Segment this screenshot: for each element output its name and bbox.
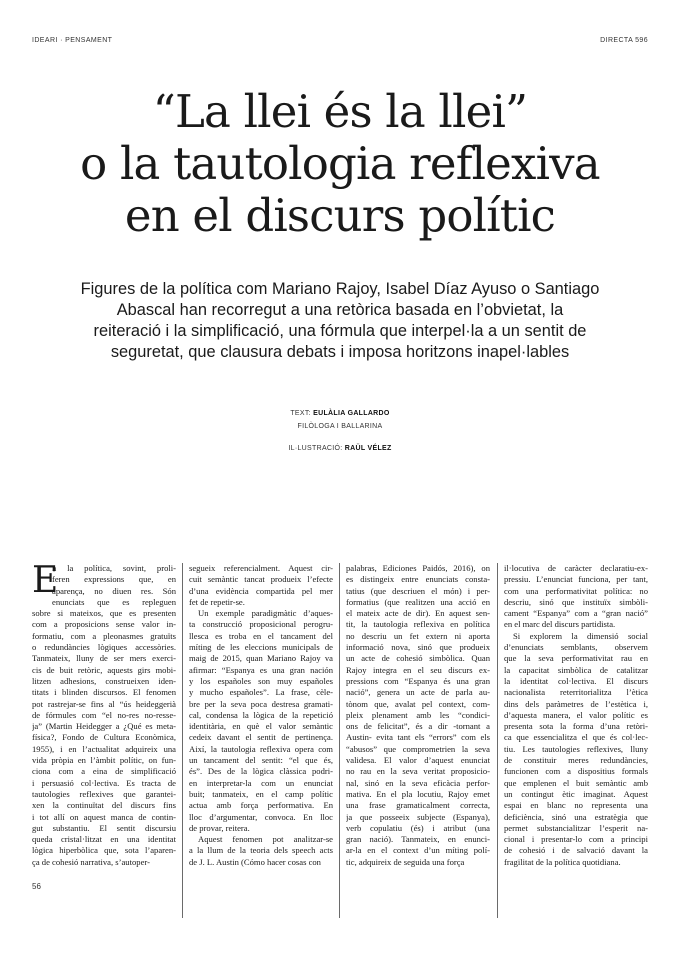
article-column-1	[32, 560, 176, 868]
article-line: la capacitat simbòlica de catalitzar	[504, 664, 648, 675]
standfirst-line: Abascal han recorregut a una retòrica basada en l’obvietat, la	[116, 301, 564, 319]
article-line: presenta sota la forma d’una retòri-	[504, 721, 648, 732]
article-line: afirmar: “Espanya es una gran nación	[189, 664, 333, 675]
article-line: tatius (que descriuen el món) i per-	[346, 585, 490, 596]
article-line: ons de felicitat”, és a dir -tornant a	[346, 721, 490, 732]
column-divider	[497, 563, 498, 918]
article-line: míting de les eleccions municipals de	[189, 642, 333, 653]
article-line: validesa. El valor d’aquest enunciat	[346, 755, 490, 766]
article-line: Si explorem la dimensió social	[513, 630, 648, 641]
article-line: pressiu. L’enunciat funciona, per tant,	[504, 574, 648, 585]
article-line: que la seva performativitat rau en	[504, 653, 648, 664]
article-line: d’aquesta manera, el valor polític es	[504, 709, 648, 720]
section-label: IDEARI · PENSAMENT	[32, 37, 113, 44]
article-line: “abusos” que comprometrien la seva	[346, 743, 490, 754]
issue-label: DIRECTA 596	[600, 37, 648, 44]
article-line: nació”, genera un acte de parla au-	[346, 687, 490, 698]
article-line: Tanmateix, lluny de ser mers exerci-	[32, 653, 176, 664]
headline-line: en el discurs polític	[124, 189, 556, 242]
standfirst-line: seguretat, que clausura debats i imposa horitzons inapel·lables	[110, 343, 570, 361]
article-line: permet substancialitzar l’esperit na-	[504, 822, 648, 833]
author-name: EULÀLIA GALLARDO	[313, 410, 390, 417]
article-line: ar-la en el context d’un míting polí-	[346, 845, 490, 856]
article-line: formatius (que realitzen una acció en	[346, 596, 490, 607]
author-credit	[0, 407, 680, 420]
article-column-3	[346, 563, 490, 868]
article-line: sobre si mateixos, que es presenten	[32, 608, 176, 619]
article-line: cament “Espanya” com a “gran nació”	[504, 608, 648, 619]
article-line: xen la continuïtat del discurs fins	[32, 800, 176, 811]
article-line: de fórmules com “el no-res no-resse-	[32, 709, 176, 720]
illustration-label: IL·LUSTRACIÓ:	[288, 445, 343, 452]
article-line: deficiència, sinó una estratègia que	[504, 811, 648, 822]
article-line: enunciats que es repleguen	[52, 596, 176, 607]
article-line: cional i presentar-lo com a principi	[504, 834, 648, 845]
article-line: y los españoles son muy españoles	[189, 675, 333, 686]
article-column-4	[504, 563, 648, 868]
article-line: identitària, en què el valor semàntic	[189, 721, 333, 732]
article-line: tònom que, avalat pel context, com-	[346, 698, 490, 709]
article-line: de J. L. Austin (Cómo hacer cosas con	[189, 856, 321, 867]
article-line: queda cristal·litzat en una identitat	[32, 834, 176, 845]
article-line: física?, Fondo de Cultura Econòmica,	[32, 732, 176, 743]
article-line: litzen adhesions, construeixen iden-	[32, 675, 176, 686]
article-line: de provar, reitera.	[189, 822, 250, 833]
article-line: en interpretar-la com un enunciat	[189, 777, 333, 788]
article-line: dins dels paràmetres de l’estètica i,	[504, 698, 648, 709]
article-line: formatiu, com a pleonasmes gratuïts	[32, 630, 176, 641]
article-line: mativa. En el pla locutiu, Rajoy emet	[346, 788, 490, 799]
article-line: es distingeix entre enunciats consta-	[346, 574, 490, 585]
headline-line: “La llei és la llei”	[152, 85, 528, 138]
standfirst-line: reiteració i la simplificació, una fórmula que interpel·la a un sentit de	[93, 322, 587, 340]
standfirst	[40, 279, 640, 363]
column-divider	[339, 563, 340, 918]
article-line: com una performativitat política: no	[504, 585, 648, 596]
credits	[0, 407, 680, 455]
article-line: cal, condensa la lògica de la repetició	[189, 709, 333, 720]
article-line: lloc d’argumentar, convoca. En lloc	[189, 811, 333, 822]
article-line: segueix referencialment. Aquest cir-	[189, 563, 333, 573]
article-line: il·locutiva de caràcter declaratiu-ex-	[504, 563, 648, 573]
article-line: que emplenen el buit semàntic amb	[504, 777, 648, 788]
column-divider	[182, 563, 183, 918]
article-line: palabras, Ediciones Paidós, 2016), on	[346, 563, 490, 573]
article-line: en el marc del discurs partidista.	[504, 619, 616, 630]
article-line: un acte de cohesió simbòlica. Quan	[346, 653, 490, 664]
headline	[40, 86, 640, 242]
article-line: un contingut ètic imaginat. Aquest	[504, 788, 648, 799]
article-line: de constituir meres redundàncies,	[504, 755, 648, 766]
article-line: funcionen com a dispositius formals	[504, 766, 648, 777]
article-line: ciona com a eina de simplificació	[32, 766, 176, 777]
article-line: una frase gramaticalment correcta,	[346, 800, 490, 811]
article-line: cedeix davant el sentit de pertinença.	[189, 732, 333, 743]
article-line: Austin- evita tant els “errors” com els	[346, 732, 490, 743]
article-line: d’una evidència compartida pel mer	[189, 585, 333, 596]
article-line: nal, sinó en la seva eficàcia perfor-	[346, 777, 490, 788]
article-line: és”. Des de la lògica clàssica podri-	[189, 766, 333, 777]
article-line: tiu. Les tautologies reflexives, lluny	[504, 743, 648, 754]
article-line: de cohesió i de salvació davant la	[504, 845, 648, 856]
article-line: espai en blanc no representa una	[504, 800, 648, 811]
article-line: cuit semàntic tancat produeix l’efecte	[189, 574, 333, 585]
article-line: pressions com “Espanya és una gran	[346, 675, 490, 686]
standfirst-line: Figures de la política com Mariano Rajoy, Isabel Díaz Ayuso o Santiago	[80, 280, 600, 298]
article-line: aparença, no diuen res. Són	[52, 585, 176, 596]
article-line: no descriu un fet extern ni aporta	[346, 630, 490, 641]
article-line: fet de repetir-se.	[189, 596, 245, 607]
article-line: maig de 2015, quan Mariano Rajoy va	[189, 653, 333, 664]
article-line: lògica hiperbòlica que, sota l’aparen-	[32, 845, 176, 856]
article-line: la identitat col·lectiva. El discurs	[504, 675, 648, 686]
article-line: gran nació). Tanmateix, en enunci-	[346, 834, 490, 845]
article-line: i tot allí on aquest manca de contin-	[32, 811, 176, 822]
headline-line: o la tautologia reflexiva	[80, 137, 600, 190]
article-line: n la política, sovint, proli-	[52, 563, 176, 573]
page-number: 56	[32, 882, 41, 891]
article-line: ja” (Martin Heidegger a ¿Qué es meta-	[32, 721, 176, 732]
article-line: cis de buit retòric, aquests girs mobi-	[32, 664, 176, 675]
article-line: i persuasió col·lectiva. Es tracta de	[32, 777, 176, 788]
drop-cap: E	[32, 560, 59, 601]
article-line: bre per la seva poca destresa gramati-	[189, 698, 333, 709]
article-line: informació nova, sinó que produeix	[346, 642, 490, 653]
article-line: ta construcció proposicional perogru-	[189, 619, 333, 630]
article-line: vida pròpia en l’àmbit polític, on fun-	[32, 755, 176, 766]
illustrator-name: RAÜL VÉLEZ	[344, 445, 392, 452]
article-line: feren expressions que, en	[52, 574, 176, 585]
article-line: el mateix acte de dir). En aquest sen-	[346, 608, 490, 619]
article-line: ça de cohesió narrativa, s’autoper-	[32, 856, 150, 867]
article-line: titats i blinden discursos. El fenomen	[32, 687, 176, 698]
article-line: tautologies reflexives que garantei-	[32, 788, 176, 799]
article-line: buit; tanmateix, en el camp polític	[189, 788, 333, 799]
article-line: fragilitat de la política quotidiana.	[504, 856, 621, 867]
article-line: ca que essencialitza el que és col·lec-	[504, 732, 648, 743]
article-line: no rau en la seva veritat proposicio-	[346, 766, 490, 777]
author-role: FILÒLOGA I BALLARINA	[297, 423, 383, 430]
article-line: llesca es troba en el tancament del	[189, 630, 333, 641]
article-line: d’enunciats semblants, observem	[504, 642, 648, 653]
article-line: pleix plenament amb les “condici-	[346, 709, 490, 720]
article-line: Així, la tautologia reflexiva opera com	[189, 743, 333, 754]
article-line: tit, la tautologia reflexiva en política	[346, 619, 490, 630]
article-line: a la llum de la teoria dels speech acts	[189, 845, 333, 856]
illustrator-credit	[0, 442, 680, 455]
article-line: Rajoy integra en el seu discurs ex-	[346, 664, 490, 675]
article-line: o redundàncies lògiques accessòries.	[32, 642, 176, 653]
article-line: un tancament del sentit: “el que és,	[189, 755, 333, 766]
article-line: tic, adquireix de seguida una força	[346, 856, 465, 867]
article-line: ja que posseeix subjecte (Espanya),	[346, 811, 490, 822]
article-line: actua amb força performativa. En	[189, 800, 333, 811]
article-line: gut substantiu. El sentit discursiu	[32, 822, 176, 833]
article-line: Aquest fenomen pot analitzar-se	[198, 834, 333, 845]
article-line: com a proposicions sense valor in-	[32, 619, 176, 630]
article-column-2	[189, 563, 333, 868]
article-line: pot rastrejar-se fins al “ús heideggerià	[32, 698, 176, 709]
text-label: TEXT:	[290, 410, 311, 417]
article-line: Un exemple paradigmàtic d’aques-	[198, 608, 333, 619]
article-line: verb copulatiu (és) i atribut (una	[346, 822, 490, 833]
article-line: nacionalista reterritorialitza l’ètica	[504, 687, 648, 698]
article-line: y mucho españoles”. La frase, cèle-	[189, 687, 333, 698]
article-line: descriu, sinó que instituïx simbòli-	[504, 596, 648, 607]
article-line: 1955), i en l’actualitat adquireix una	[32, 743, 176, 754]
